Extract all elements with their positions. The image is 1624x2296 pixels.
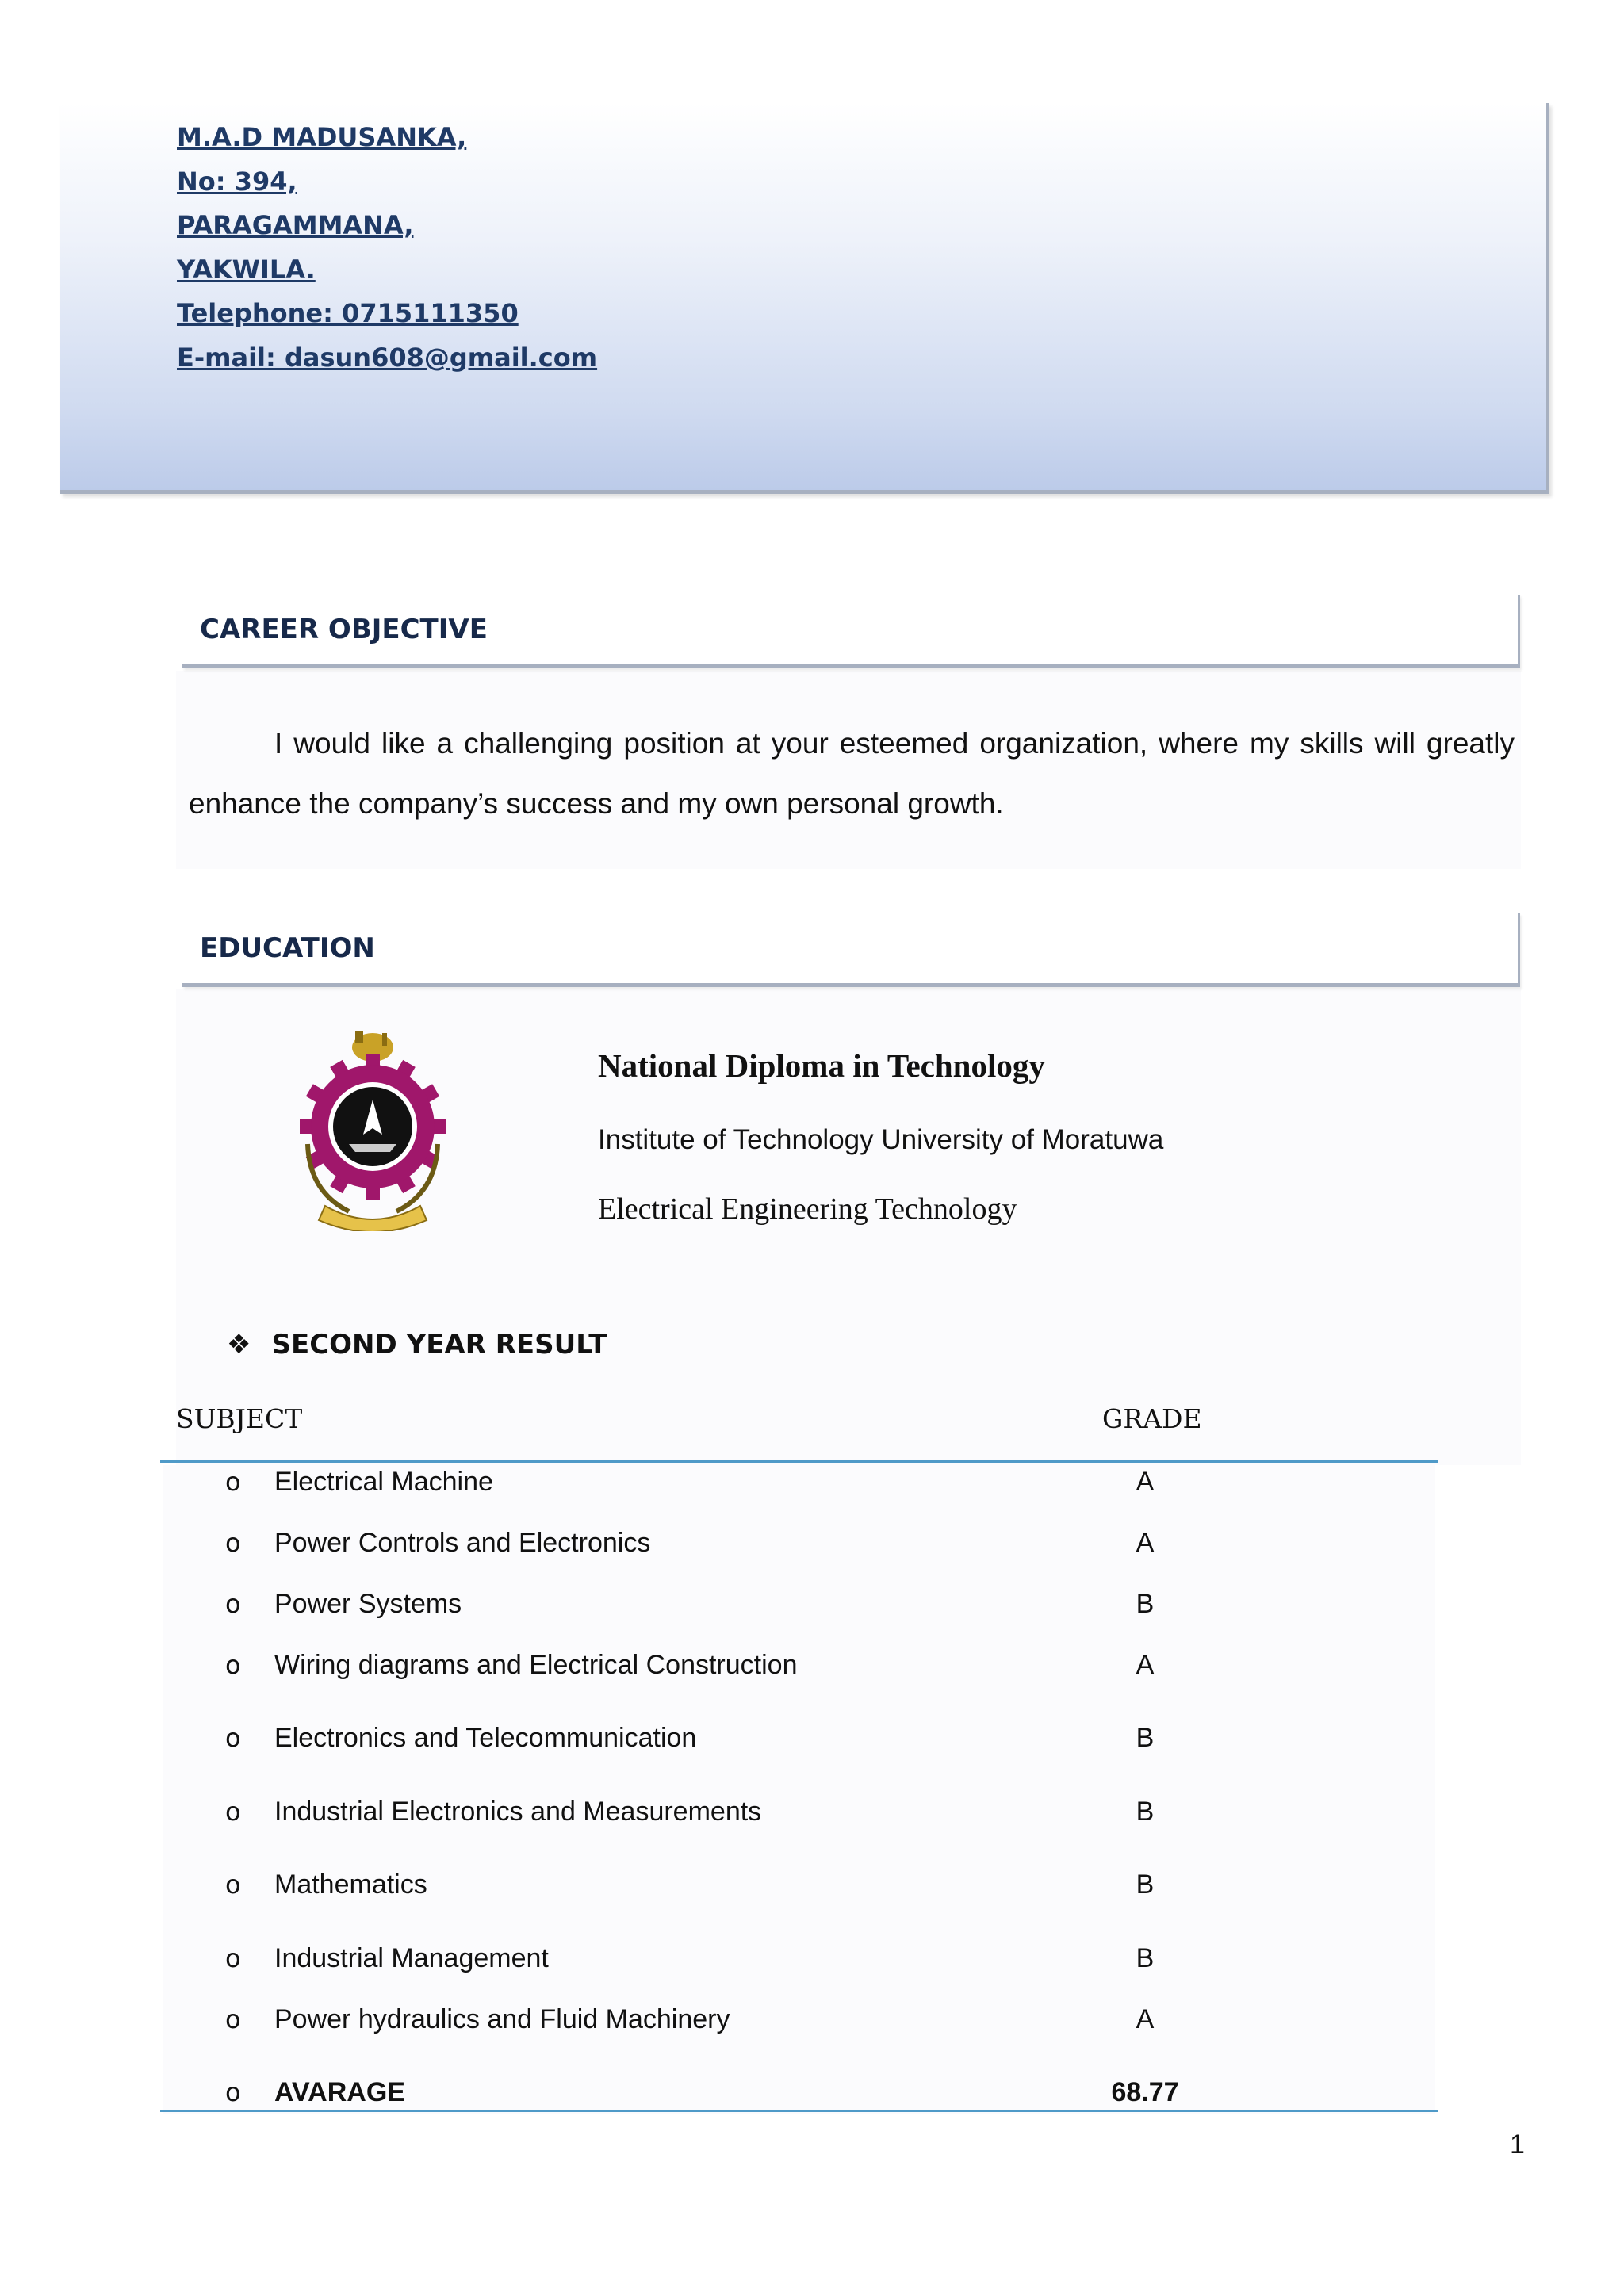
subject-cell: Wiring diagrams and Electrical Construction (274, 1650, 798, 1680)
contact-town: YAKWILA. (177, 254, 316, 285)
subject-cell: Power hydraulics and Fluid Machinery (274, 2004, 730, 2034)
second-year-result-title: SECOND YEAR RESULT (271, 1329, 607, 1360)
subject-cell: Electrical Machine (274, 1467, 493, 1497)
subject-cell: Power Systems (274, 1589, 462, 1619)
table-row (0, 1943, 1624, 1975)
education-heading (182, 913, 1520, 987)
contact-street: PARAGAMMANA, (177, 210, 414, 240)
subject-cell: Industrial Management (274, 1943, 549, 1973)
circle-bullet-icon: o (225, 1650, 241, 1680)
circle-bullet-icon: o (225, 1797, 241, 1827)
table-row (0, 1650, 1624, 1682)
column-header-grade: GRADE (1102, 1403, 1202, 1434)
table-row (0, 1869, 1624, 1901)
contact-telephone: Telephone: 0715111350 (177, 298, 519, 328)
circle-bullet-icon: o (225, 1467, 241, 1497)
grade-cell: B (1136, 1589, 1155, 1619)
page-number: 1 (1510, 2130, 1525, 2160)
table-row (0, 1528, 1624, 1559)
degree-title: National Diploma in Technology (598, 1047, 1045, 1084)
education-title: EDUCATION (200, 932, 375, 964)
grade-cell: A (1136, 1650, 1155, 1680)
average-value: 68.77 (1111, 2077, 1179, 2107)
grade-cell: A (1136, 2004, 1155, 2034)
contact-block (177, 116, 597, 380)
circle-bullet-icon: o (225, 2077, 241, 2107)
grade-cell: A (1136, 1528, 1155, 1558)
results-bottom-rule (160, 2110, 1438, 2112)
second-year-result-heading (227, 1329, 607, 1360)
career-objective-text: I would like a challenging position at your esteemed organization, where my skills will greatly enhance the company’s success and my own personal growth. (189, 727, 1515, 820)
diamond-bullet-icon: ❖ (227, 1329, 251, 1360)
table-row (0, 1797, 1624, 1828)
results-top-rule (160, 1460, 1438, 1463)
contact-name: M.A.D MADUSANKA, (177, 122, 467, 152)
contact-number: No: 394, (177, 166, 297, 197)
circle-bullet-icon: o (225, 2004, 241, 2034)
table-row (0, 2004, 1624, 2036)
subject-cell: Power Controls and Electronics (274, 1528, 651, 1558)
subject-cell: Electronics and Telecommunication (274, 1723, 697, 1753)
column-header-subject: SUBJECT (176, 1403, 303, 1434)
grade-cell: B (1136, 1869, 1155, 1900)
department-name: Electrical Engineering Technology (598, 1192, 1017, 1226)
table-row (0, 1467, 1624, 1498)
table-row (0, 1723, 1624, 1755)
average-label: AVARAGE (274, 2077, 405, 2107)
career-objective-heading (182, 595, 1520, 668)
circle-bullet-icon: o (225, 1723, 241, 1753)
table-row (0, 1589, 1624, 1621)
grade-cell: B (1136, 1723, 1155, 1753)
career-objective-title: CAREER OBJECTIVE (200, 614, 488, 645)
contact-email[interactable]: E-mail: dasun608@gmail.com (177, 342, 598, 373)
grade-cell: A (1136, 1467, 1155, 1497)
circle-bullet-icon: o (225, 1869, 241, 1900)
grade-cell: B (1136, 1943, 1155, 1973)
subject-cell: Industrial Electronics and Measurements (274, 1797, 762, 1827)
subject-cell: Mathematics (274, 1869, 427, 1900)
circle-bullet-icon: o (225, 1943, 241, 1973)
circle-bullet-icon: o (225, 1589, 241, 1619)
institute-name: Institute of Technology University of Moratuwa (598, 1124, 1164, 1155)
circle-bullet-icon: o (225, 1528, 241, 1558)
grade-cell: B (1136, 1797, 1155, 1827)
university-crest-icon (293, 1025, 452, 1231)
average-row (0, 2077, 1624, 2109)
